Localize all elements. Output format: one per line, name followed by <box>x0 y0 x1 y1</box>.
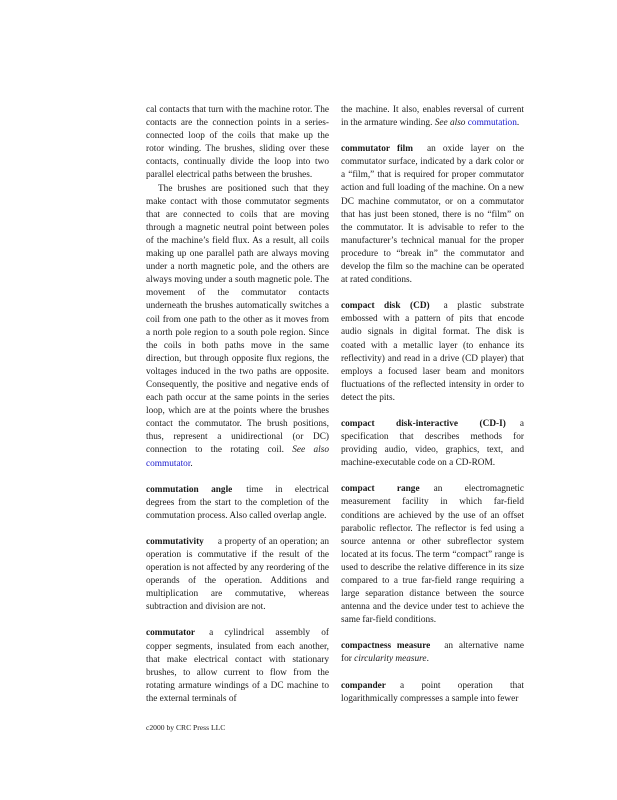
glossary-entry <box>146 536 329 615</box>
entry-term: compact disk-interactive (CD-I) <box>341 418 506 429</box>
left-column <box>146 104 329 706</box>
entry-definition-italic: circularity measure <box>354 654 427 665</box>
glossary-entry <box>146 484 329 523</box>
glossary-entry <box>341 483 524 627</box>
entry-term: compact disk (CD) <box>341 301 430 312</box>
entry-term: compact range <box>341 484 420 495</box>
entry-definition: an alternative name for <box>341 641 524 665</box>
entry-term: commutativity <box>146 536 204 547</box>
cross-reference-link[interactable]: commutation <box>467 118 517 129</box>
see-also-label: See also <box>292 445 330 456</box>
copyright-footer: c2000 by CRC Press LLC <box>146 723 226 732</box>
entry-definition: a cylindrical assembly of copper segments, insulated from each another, that make electrical contact with stationary brushes, to allow current to flow from the rotating armature windings of a DC machine to the external terminals of <box>146 628 329 704</box>
glossary-entry <box>341 418 524 470</box>
right-column <box>341 104 524 706</box>
entry-definition: an electromagnetic measurement facility in which far-field conditions are achieved by the use of an offset parabolic reflector. The reflector is fed using a source antenna or other subreflector system located at its focus. The term “compact” range is used to describe the relative difference in its size compared to a true far-field range requiring a large separation distance between the source antenna and the device under test to achieve the same far-field conditions. <box>341 484 525 626</box>
cross-reference-link[interactable]: commutator <box>146 458 191 469</box>
glossary-entry: compactness measure an alternative name for circularity measure. <box>341 641 524 665</box>
continuation-paragraph: cal contacts that turn with the machine rotor. The contacts are the connection points in a series-connected loop of the coils that make up the rotor winding. The brushes, sliding over these contacts, continually divide the loop into two parallel electrical paths between the brushes. <box>146 105 329 181</box>
glossary-entry <box>341 680 524 706</box>
entry-definition: a property of an operation; an operation is commutative if the result of the operation is not affected by any reordering of the operands of the operation. Additions and multiplication are commutative, whereas subtraction and division are not. <box>146 536 329 613</box>
entry-term: commutator <box>146 628 196 639</box>
glossary-entry <box>146 627 329 706</box>
see-also-label: See also <box>434 118 466 129</box>
continuation-paragraph: the machine. It also, enables reversal of current in the armature winding. See also commutation. <box>341 105 524 129</box>
entry-term: commutator film <box>341 144 413 155</box>
entry-term: commutation angle <box>146 484 233 495</box>
entry-term: compactness measure <box>341 641 431 652</box>
entry-term: compander <box>341 680 386 691</box>
glossary-entry <box>341 300 524 405</box>
entry-definition: a specification that describes methods for providing audio, video, graphics, text, and machine-executable code on a CD-ROM. <box>341 418 524 469</box>
entry-definition: an oxide layer on the commutator surface, indicated by a dark color or a “film,” that is required for proper commutator action and full loading of the machine. On a new DC machine commutator, or on a commutator that has just been stoned, there is no “film” on the commutator. It is advisable to refer to the manufacturer’s technical manual for the proper procedure to “break in” the commutator and develop the film so the machine can be operated at rated conditions. <box>341 144 524 286</box>
entry-definition: time in electrical degrees from the start to the completion of the commutation process. Also called overlap angle. <box>146 484 329 521</box>
entry-definition: a point operation that logarithmically compresses a sample into fewer <box>341 680 524 704</box>
continuation-paragraph: The brushes are positioned such that they make contact with those commutator segments that are connected to coils that are moving through a magnetic neutral point between poles of the machine’s field flux. As a result, all coils making up one parallel path are always moving under a north magnetic pole, and the others are always moving under a south magnetic pole. The movement of the commutator contacts underneath the brushes automatically switches a coil from one path to the other as it moves from a north pole region to a south pole region. Since the coils in both paths move in the same direction, but through opposite flux regions, the voltages induced in the two paths are opposite. Consequently, the positive and negative ends of each path occur at the same points in the series loop, which are at the points where the brushes contact the commutator. The brush positions, thus, represent a unidirectional (or DC) connection to the rotating coil. See also commutator. <box>146 183 330 469</box>
entry-definition: a plastic substrate embossed with a pattern of pits that encode audio signals in digital format. The disk is coated with a metallic layer (to enhance its reflectivity) and read in a drive (CD player) that employs a focused laser beam and monitors fluctuations of the reflected intensity in order to detect the pits. <box>341 301 524 403</box>
glossary-entry <box>341 143 524 287</box>
